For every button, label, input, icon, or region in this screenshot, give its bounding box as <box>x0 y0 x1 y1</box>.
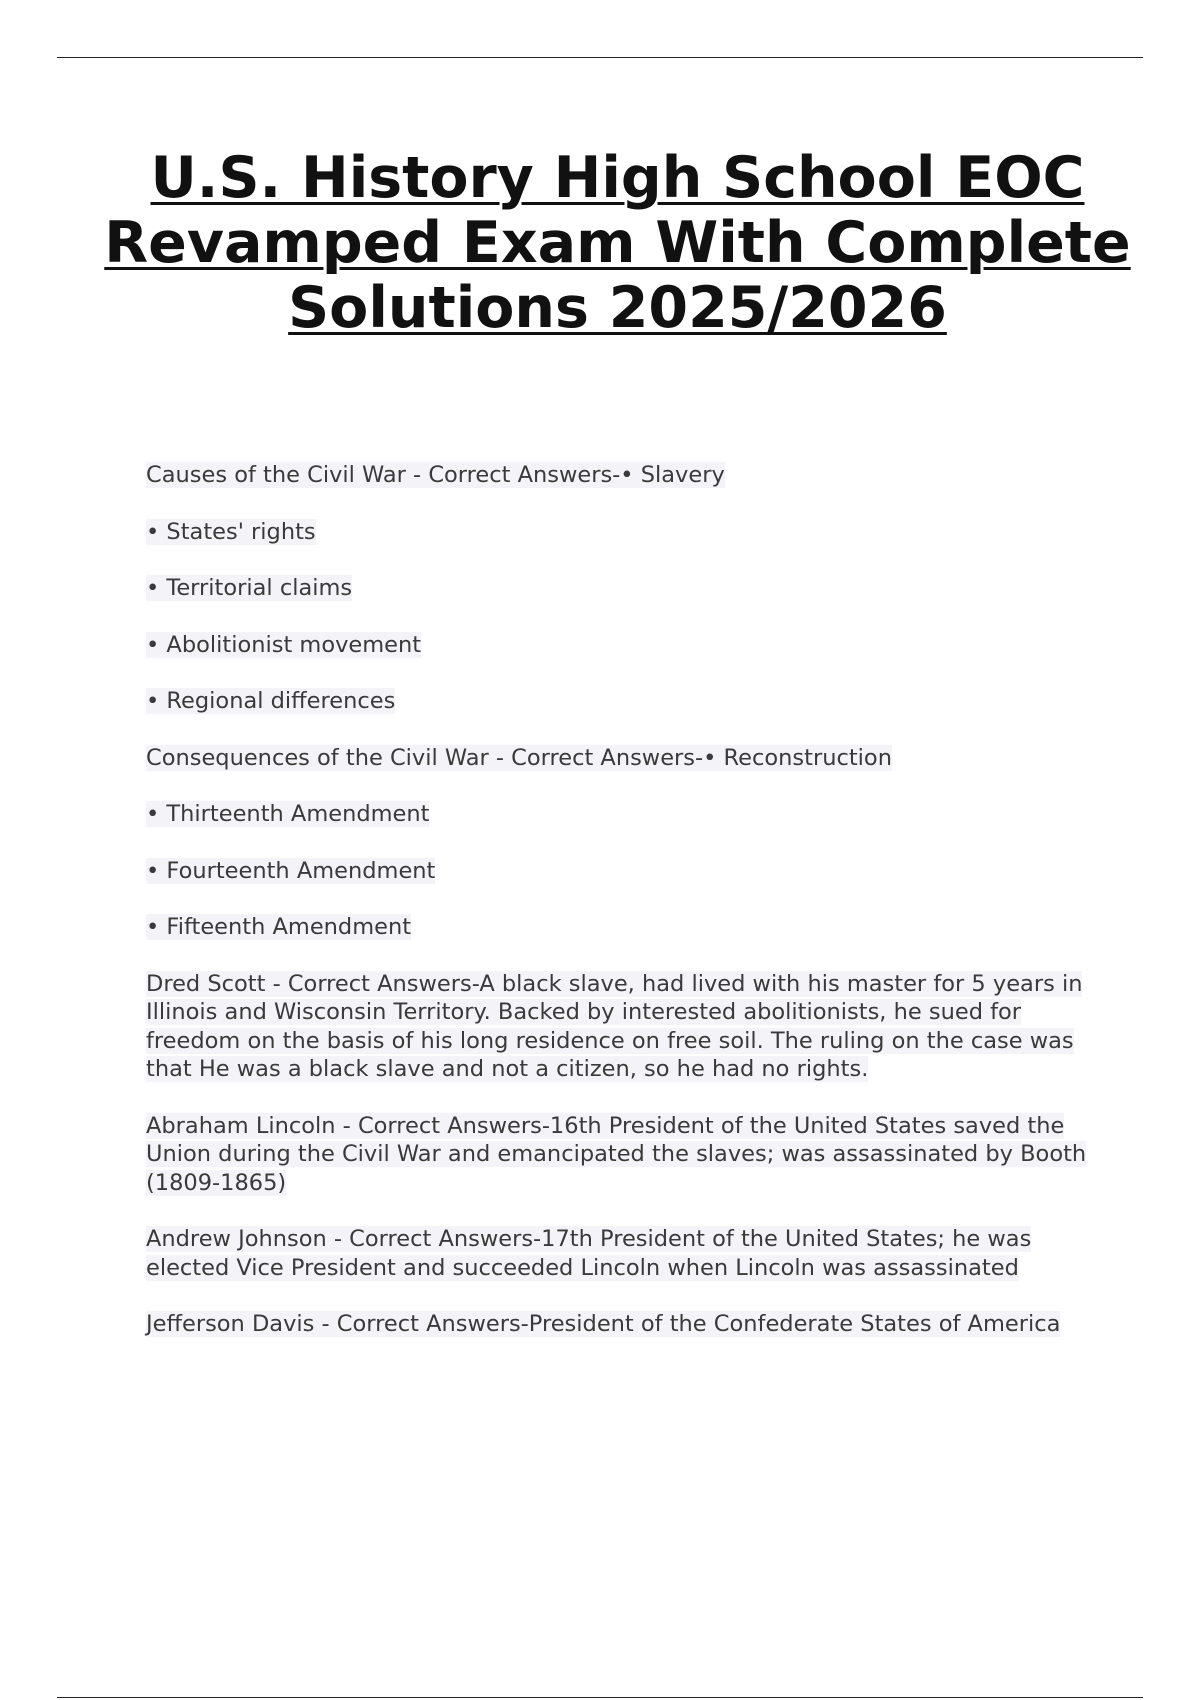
list-item <box>146 574 1096 603</box>
paragraph-jefferson-davis <box>146 1310 1096 1339</box>
paragraph-text: Jefferson Davis - Correct Answers-President of the Confederate States of America <box>146 1311 1061 1337</box>
paragraph-consequences-heading <box>146 744 1096 773</box>
top-rule <box>57 57 1143 58</box>
list-item <box>146 631 1096 660</box>
paragraph-text: Dred Scott - Correct Answers-A black slave, had lived with his master for 5 years in Illinois and Wisconsin Territory. Backed by interested abolitionists, he sued for freedom on the basis of his long residence on free soil. The ruling on the case was that He was a black slave and not a citizen, so he had no rights. <box>146 970 1083 1082</box>
document-title: U.S. History High School EOC Revamped Exam With Complete Solutions 2025/2026 <box>104 145 1131 341</box>
list-item <box>146 687 1096 716</box>
bottom-rule <box>57 1697 1143 1698</box>
document-body <box>146 461 1096 1367</box>
paragraph-text: Andrew Johnson - Correct Answers-17th President of the United States; he was elected Vice President and succeeded Lincoln when Lincoln was assassinated <box>146 1226 1032 1281</box>
paragraph-dred-scott <box>146 970 1096 1084</box>
paragraph-abraham-lincoln <box>146 1112 1096 1198</box>
paragraph-text: • States' rights <box>146 518 316 545</box>
list-item <box>146 913 1096 942</box>
paragraph-andrew-johnson <box>146 1225 1096 1282</box>
list-item <box>146 800 1096 829</box>
paragraph-text: Causes of the Civil War - Correct Answers-• Slavery <box>146 462 725 488</box>
paragraph-text: • Regional differences <box>146 688 396 714</box>
paragraph-text: • Thirteenth Amendment <box>146 801 430 827</box>
paragraph-text: Consequences of the Civil War - Correct Answers-• Reconstruction <box>146 744 892 771</box>
list-item <box>146 857 1096 886</box>
paragraph-text: • Fifteenth Amendment <box>146 914 412 940</box>
paragraph-text: Abraham Lincoln - Correct Answers-16th President of the United States saved the Union during the Civil War and emancipated the slaves; was assassinated by Booth (1809-1865) <box>146 1112 1087 1196</box>
list-item <box>146 518 1096 547</box>
paragraph-text: • Abolitionist movement <box>146 631 422 658</box>
paragraph-text: • Territorial claims <box>146 575 353 601</box>
paragraph-causes-heading <box>146 461 1096 490</box>
paragraph-text: • Fourteenth Amendment <box>146 857 436 884</box>
